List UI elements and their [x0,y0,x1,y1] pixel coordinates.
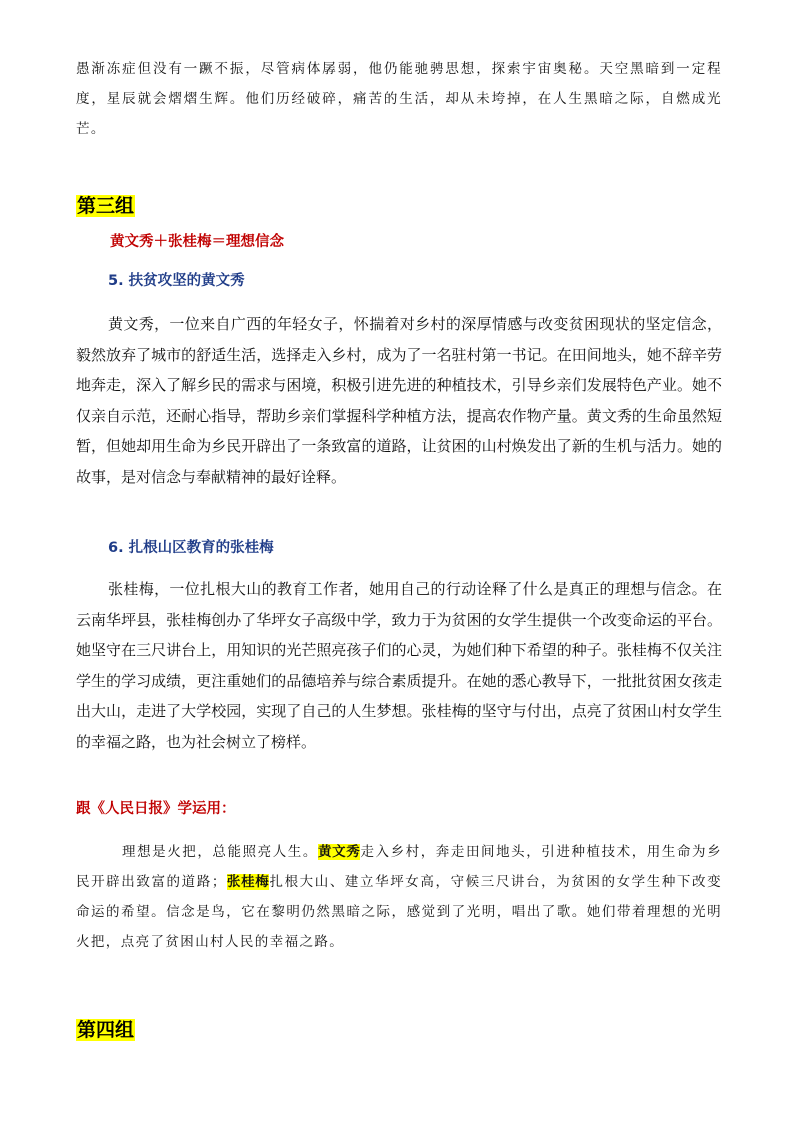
group-four-heading-text: 第四组 [77,1019,135,1041]
learn-example-part-1: 理想是火把，总能照亮人生。 [122,844,318,860]
learn-from-peoples-daily-title: 跟《人民日报》学运用： [76,801,236,817]
learn-example-part-2: 走入乡村，奔走田间地头，引进种植技术，用生命为乡民开辟出致富的道路； [76,844,722,890]
section-six-title: 6. 扎根山区教育的张桂梅 [108,540,274,556]
group-four-heading [76,1016,135,1044]
learn-example-paragraph [76,837,722,957]
theme-equation: 黄文秀＋张桂梅＝理想信念 [110,234,284,250]
section-five-body: 黄文秀，一位来自广西的年轻女子，怀揣着对乡村的深厚情感与改变贫困现状的坚定信念，毅然放弃了城市的舒适生活，选择走入乡村，成为了一名驻村第一书记。在田间地头，她不辞辛劳地奔走，深入了解乡民的需求与困境，积极引进先进的种植技术，引导乡亲们发展特色产业。她不仅亲自示范，还耐心指导，帮助乡亲们掌握科学种植方法，提高农作物产量。黄文秀的生命虽然短暂，但她却用生命为乡民开辟出了一条致富的道路，让贫困的山村焕发出了新的生机与活力。她的故事，是对信念与奉献精神的最好诠释。 [76,315,722,486]
highlight-huang-wenxiu: 黄文秀 [317,844,361,860]
group-three-heading [76,192,135,220]
section-five-title: 5. 扶贫攻坚的黄文秀 [108,273,245,289]
section-six-body: 张桂梅，一位扎根大山的教育工作者，她用自己的行动诠释了什么是真正的理想与信念。在云南华坪县，张桂梅创办了华坪女子高级中学，致力于为贫困的女学生提供一个改变命运的平台。她坚守在三尺讲台上，用知识的光芒照亮孩子们的心灵，为她们种下希望的种子。张桂梅不仅关注学生的学习成绩，更注重她们的品德培养与综合素质提升。在她的悉心教导下，一批批贫困女孩走出大山，走进了大学校园，实现了自己的人生梦想。张桂梅的坚守与付出，点亮了贫困山村女学生的幸福之路，也为社会树立了榜样。 [76,580,722,751]
learn-example-part-3: 扎根大山、建立华坪女高，守候三尺讲台，为贫困的女学生种下改变命运的希望。信念是鸟，它在黎明仍然黑暗之际，感觉到了光明，唱出了歌。她们带着理想的光明火把，点亮了贫困山村人民的幸福之路。 [76,874,723,950]
top-paragraph: 愚渐冻症但没有一蹶不振，尽管病体孱弱，他仍能驰骋思想，探索宇宙奥秘。天空黑暗到一定程度，星辰就会熠熠生辉。他们历经破碎，痛苦的生活，却从未垮掉，在人生黑暗之际，自燃成光芒。 [76,61,722,137]
highlight-zhang-guimei: 张桂梅 [226,874,270,890]
group-three-heading-text: 第三组 [77,195,135,217]
